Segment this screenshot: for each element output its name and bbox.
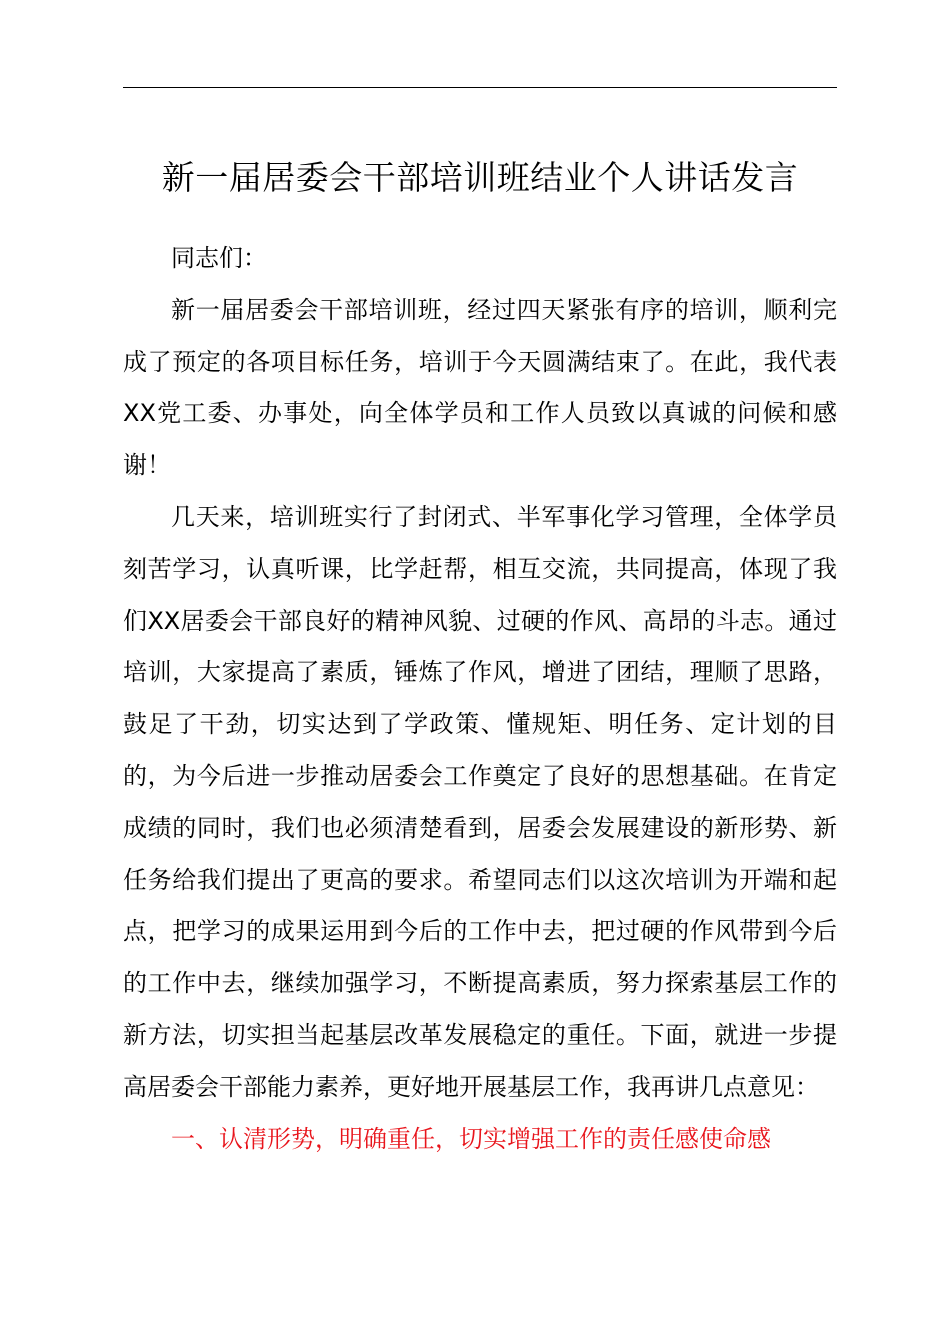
- section-heading: 一、认清形势，明确重任，切实增强工作的责任感使命感: [171, 1124, 771, 1153]
- document-body: [123, 233, 837, 1165]
- salutation: 同志们：: [171, 244, 267, 272]
- paragraph-2: 几天来，培训班实行了封闭式、半军事化学习管理，全体学员刻苦学习，认真听课，比学赶帮，相互交流，共同提高，体现了我们XX居委会干部良好的精神风貌、过硬的作风、高昂的斗志。通过培训，大家提高了素质，锤炼了作风，增进了团结，理顺了思路，鼓足了干劲，切实达到了学政策、懂规矩、明任务、定计划的目的，为今后进一步推动居委会工作奠定了良好的思想基础。在肯定成绩的同时，我们也必须清楚看到，居委会发展建设的新形势、新任务给我们提出了更高的要求。希望同志们以这次培训为开端和起点，把学习的成果运用到今后的工作中去，把过硬的作风带到今后的工作中去，继续加强学习，不断提高素质，努力探索基层工作的新方法，切实担当起基层改革发展稳定的重任。下面，就进一步提高居委会干部能力素养，更好地开展基层工作，我再讲几点意见：: [123, 502, 837, 1101]
- paragraph-1: 新一届居委会干部培训班，经过四天紧张有序的培训，顺利完成了预定的各项目标任务，培训于今天圆满结束了。在此，我代表XX党工委、办事处，向全体学员和工作人员致以真诚的问候和感谢！: [123, 295, 837, 480]
- header-rule: [123, 87, 837, 88]
- document-title: 新一届居委会干部培训班结业个人讲话发言: [161, 158, 799, 197]
